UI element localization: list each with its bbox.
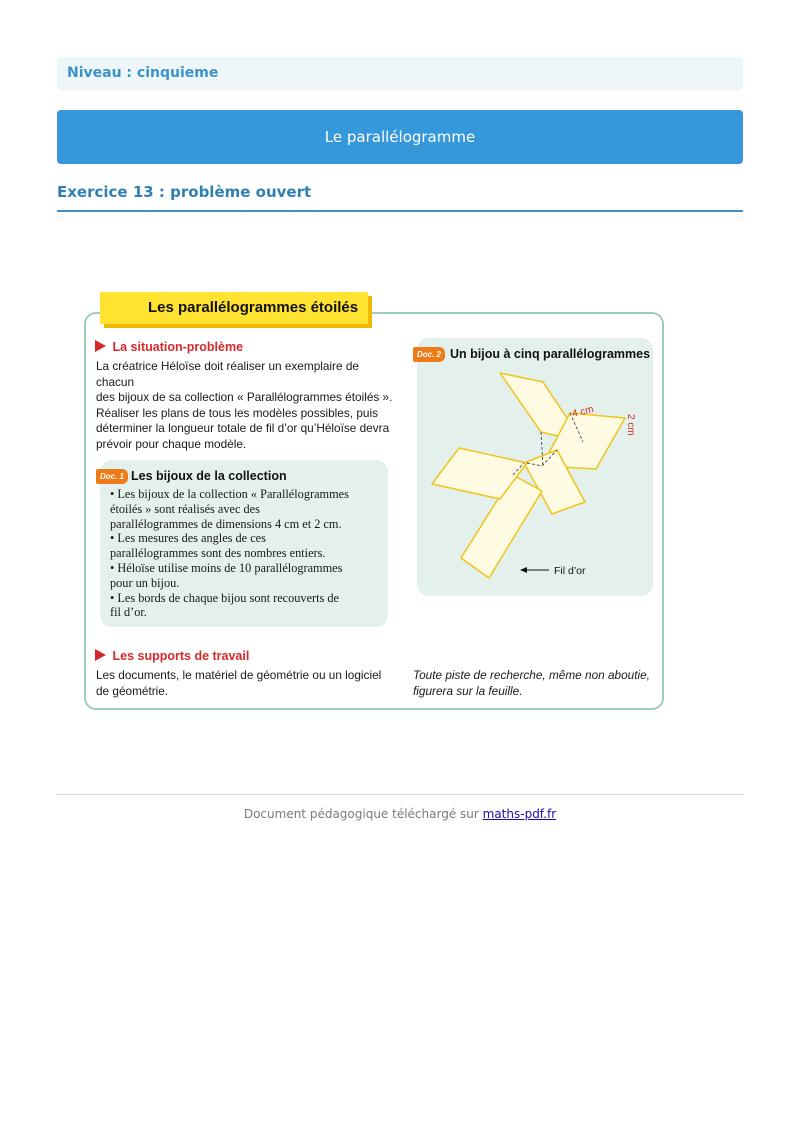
supports-heading-text: Les supports de travail [112, 649, 250, 663]
doc1-line: • Les bords de chaque bijou sont recouverts de [110, 590, 339, 605]
supports-line: Les documents, le matériel de géométrie ou un logiciel [96, 668, 382, 682]
doc1-line: parallélogrammes sont des nombres entiers. [110, 546, 326, 561]
width-label: 2 cm [625, 414, 636, 436]
lesson-title-bar [57, 110, 743, 164]
research-note [413, 668, 663, 699]
note-line: Toute piste de recherche, même non aboutie, [413, 668, 650, 682]
doc1-title: Les bijoux de la collection [131, 469, 287, 483]
level-banner: Niveau : cinquieme [57, 57, 743, 90]
doc1-line: • Héloïse utilise moins de 10 parallélogrammes [110, 560, 343, 575]
doc1-line: parallélogrammes de dimensions 4 cm et 2 cm. [110, 516, 342, 531]
doc1-panel [100, 460, 388, 627]
supports-line: de géométrie. [96, 683, 169, 698]
doc1-line: étoilés » sont réalisés avec des [110, 501, 260, 516]
situation-heading-text: La situation-problème [112, 340, 244, 354]
length-label: 4 cm [571, 403, 595, 420]
wire-pointer-arrow [520, 567, 527, 573]
lesson-title: Le parallélogramme [324, 128, 476, 146]
footer-text: Document pédagogique téléchargé sur [243, 807, 483, 821]
doc2-badge: Doc. 2 [413, 347, 445, 362]
situation-text [96, 359, 396, 452]
doc1-line: • Les mesures des angles de ces [110, 531, 266, 546]
situation-line: prévoir pour chaque modèle. [96, 436, 247, 451]
doc1-badge: Doc. 1 [96, 469, 128, 484]
situation-line: déterminer la longueur totale de fil d’or qu’Héloïse devra [96, 421, 390, 435]
supports-text [96, 668, 396, 699]
situation-line: des bijoux de sa collection « Parallélogrammes étoilés ». [96, 390, 393, 404]
wire-label: Fil d’or [554, 565, 586, 577]
star-jewel-diagram [417, 338, 653, 596]
supports-heading [95, 649, 249, 663]
footer-divider [57, 794, 743, 795]
situation-line: La créatrice Héloïse doit réaliser un exemplaire de chacun [96, 359, 359, 389]
doc1-line: fil d’or. [110, 605, 147, 620]
figure-ribbon-title: Les parallélogrammes étoilés [100, 292, 368, 324]
situation-line: Réaliser les plans de tous les modèles possibles, puis [96, 405, 378, 420]
doc1-line: • Les bijoux de la collection « Parallélogrammes [110, 487, 349, 501]
doc2-panel [417, 338, 653, 596]
doc1-line: pour un bijou. [110, 575, 180, 590]
doc1-text [110, 487, 386, 620]
doc2-title: Un bijou à cinq parallélogrammes [450, 347, 651, 361]
exercise-title: Exercice 13 : problème ouvert [57, 183, 743, 212]
exercise-figure [80, 290, 670, 716]
footer [57, 807, 743, 821]
footer-link[interactable]: maths-pdf.fr [482, 807, 557, 821]
situation-heading [95, 340, 243, 354]
note-line: figurera sur la feuille. [413, 683, 523, 698]
